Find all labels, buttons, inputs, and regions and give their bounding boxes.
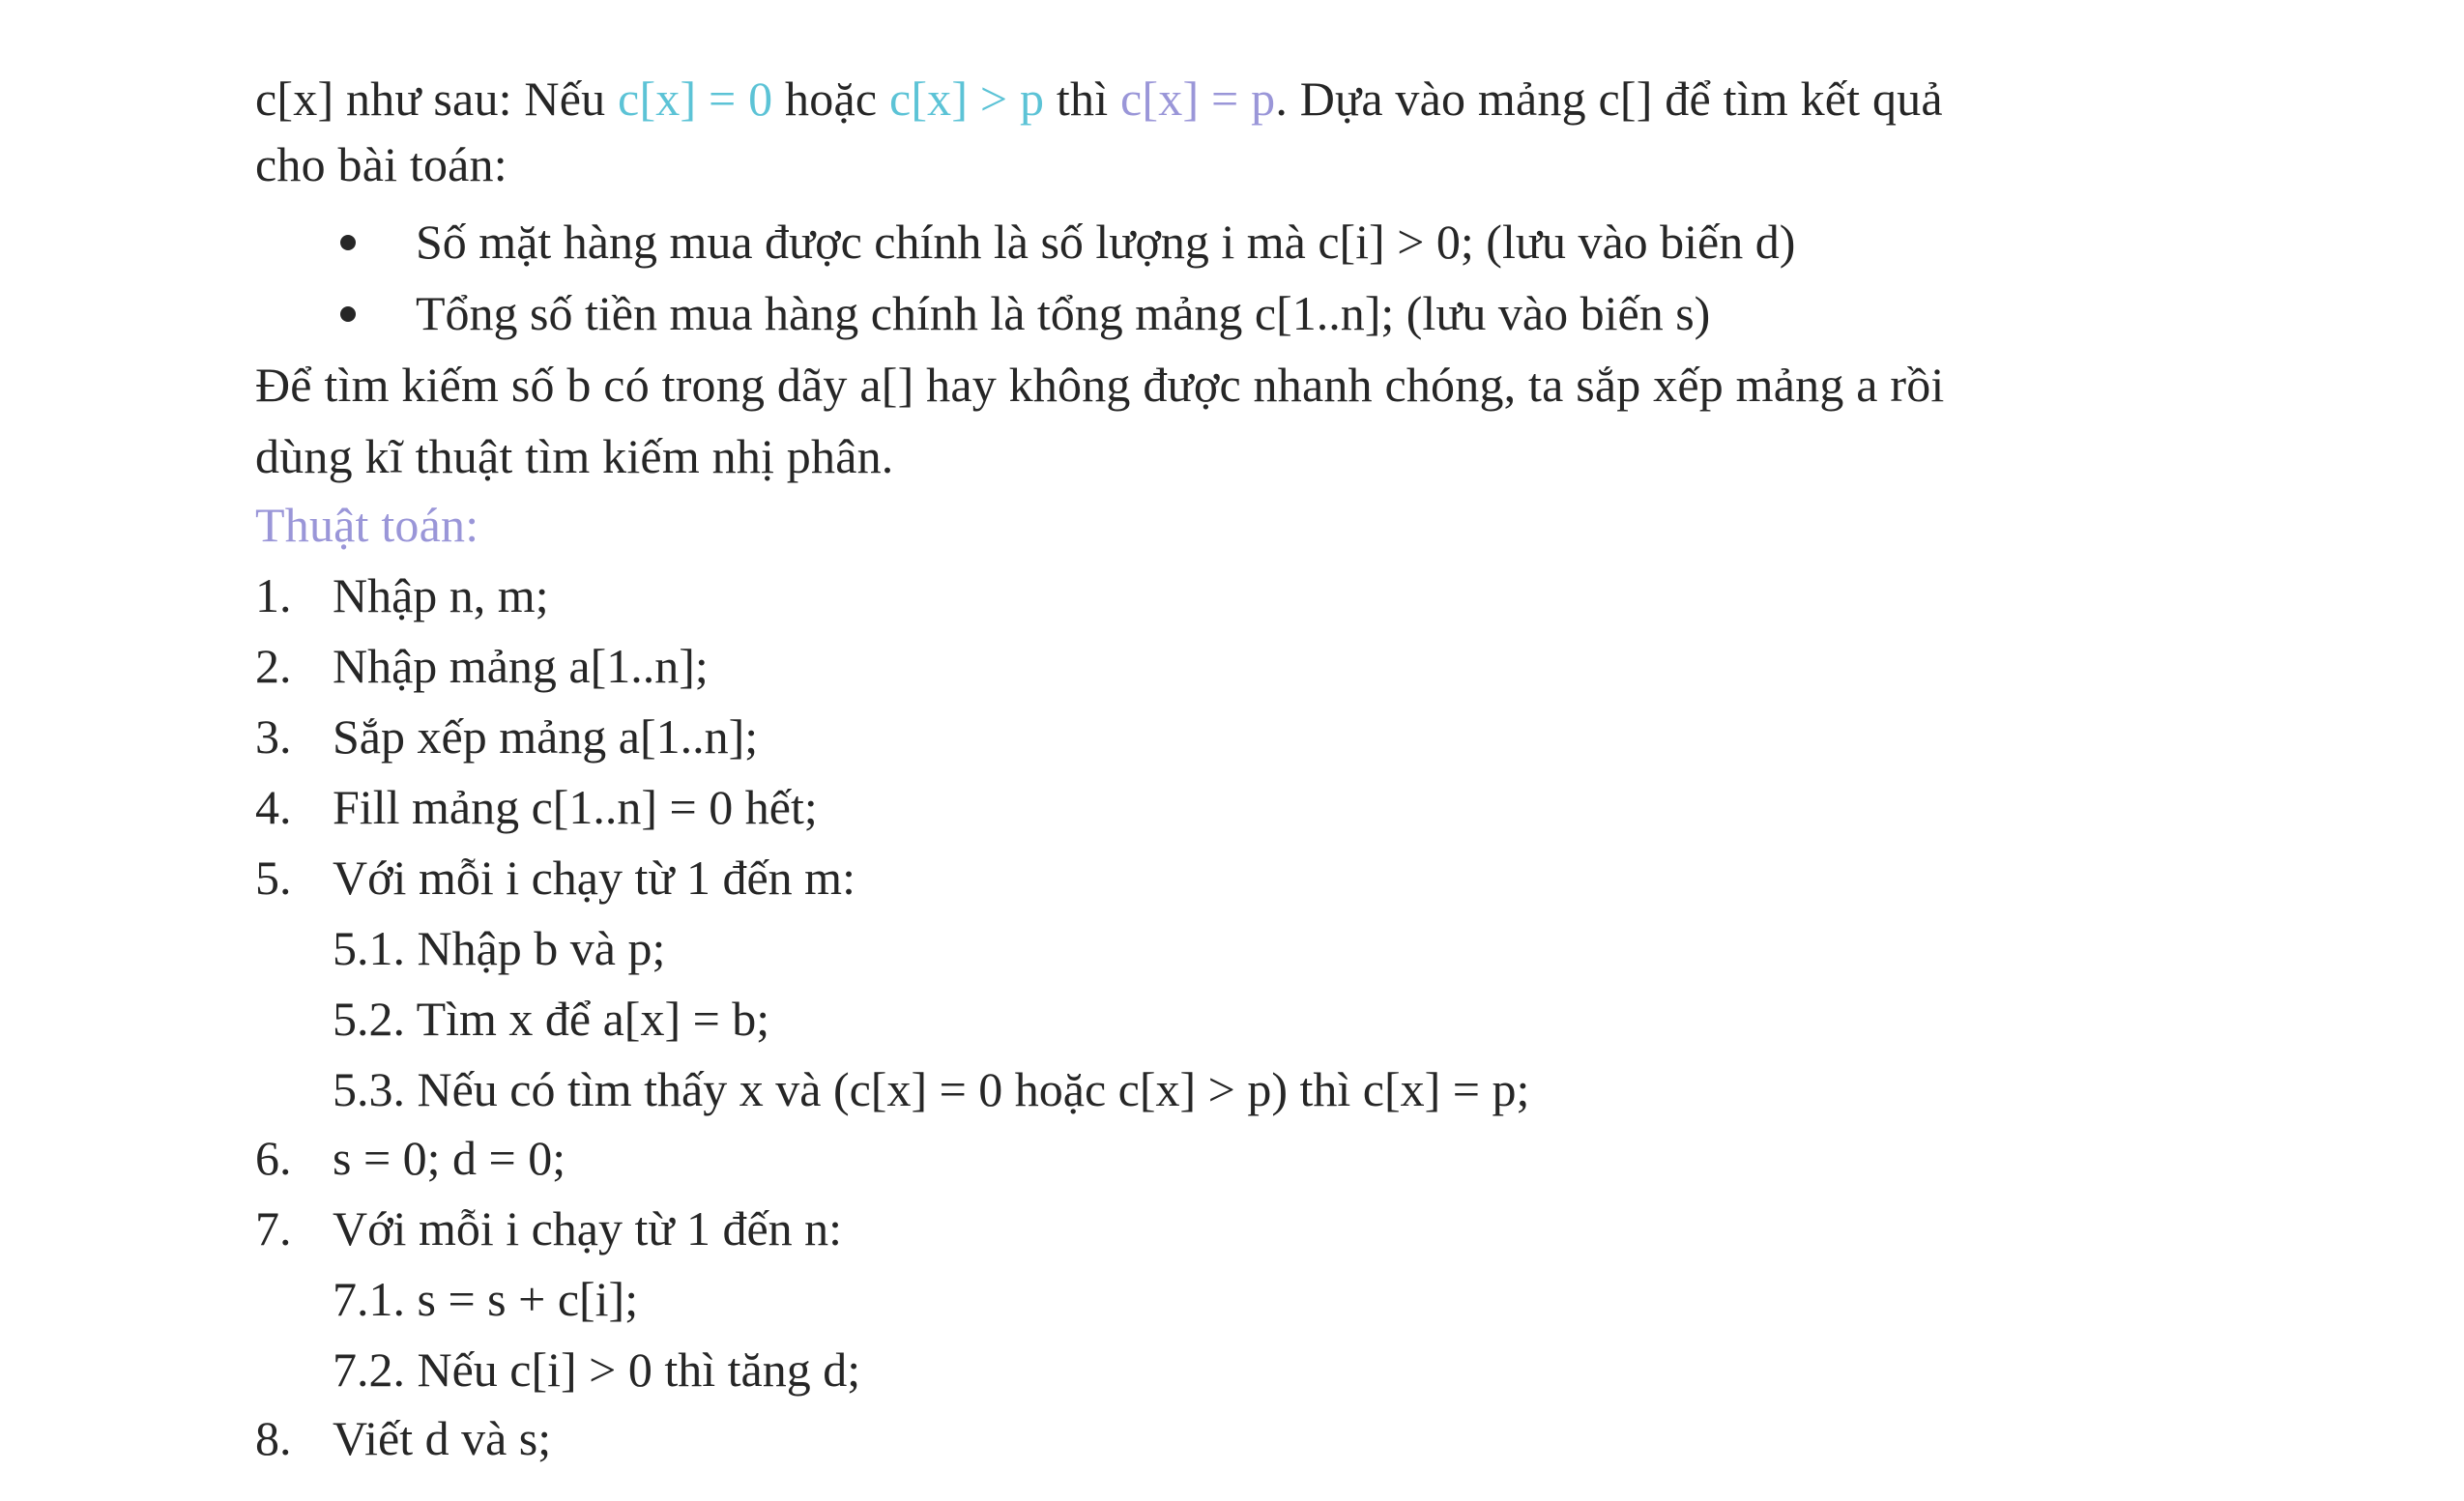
step-text: Nhập n, m; — [333, 568, 549, 622]
step-number: 8. — [255, 1411, 292, 1465]
bullet-dot-icon — [340, 235, 356, 250]
step-text: Viết d và s; — [333, 1411, 552, 1465]
step-number: 7. — [255, 1201, 292, 1256]
bullet-item: Tổng số tiền mua hàng chính là tổng mảng c[1..n]; (lưu vào biến s) — [416, 286, 1711, 340]
sub-step-text: 5.3. Nếu có tìm thấy x và (c[x] = 0 hoặc c[x] > p) thì c[x] = p; — [333, 1062, 1530, 1116]
highlight-cx-gt-p: c[x] > p — [888, 72, 1045, 126]
sub-step-text: 5.2. Tìm x để a[x] = b; — [333, 992, 770, 1046]
highlight-cx-eq-p: c[x] = p — [1120, 72, 1276, 126]
search-note-line-1: Để tìm kiếm số b có trong dãy a[] hay không được nhanh chóng, ta sắp xếp mảng a rồi — [255, 358, 1945, 412]
bullet-item: Số mặt hàng mua được chính là số lượng i mà c[i] > 0; (lưu vào biến d) — [416, 215, 1796, 269]
intro-text-4: . Dựa vào mảng c[] để tìm kết quả — [1275, 72, 1943, 126]
intro-text-1: c[x] như sau: Nếu — [255, 72, 619, 126]
highlight-cx-eq-0: c[x] = 0 — [618, 72, 773, 126]
step-text: Sắp xếp mảng a[1..n]; — [333, 709, 759, 764]
step-number: 2. — [255, 639, 292, 693]
intro-line-1 — [255, 70, 1943, 128]
intro-text-3: thì — [1044, 72, 1121, 126]
step-number: 4. — [255, 780, 292, 834]
step-number: 5. — [255, 851, 292, 905]
step-text: Fill mảng c[1..n] = 0 hết; — [333, 780, 818, 834]
step-text: s = 0; d = 0; — [333, 1131, 566, 1185]
intro-text-2: hoặc — [772, 72, 889, 126]
algorithm-heading: Thuật toán: — [255, 498, 479, 552]
step-number: 1. — [255, 568, 292, 622]
step-text: Nhập mảng a[1..n]; — [333, 639, 709, 693]
sub-step-text: 7.2. Nếu c[i] > 0 thì tăng d; — [333, 1342, 861, 1397]
sub-step-text: 7.1. s = s + c[i]; — [333, 1272, 639, 1326]
search-note-line-2: dùng kĩ thuật tìm kiếm nhị phân. — [255, 429, 894, 483]
step-number: 3. — [255, 709, 292, 764]
bullet-dot-icon — [340, 306, 356, 322]
step-text: Với mỗi i chạy từ 1 đến n: — [333, 1201, 843, 1256]
sub-step-text: 5.1. Nhập b và p; — [333, 921, 666, 975]
intro-line-2: cho bài toán: — [255, 137, 507, 191]
step-text: Với mỗi i chạy từ 1 đến m: — [333, 851, 855, 905]
step-number: 6. — [255, 1131, 292, 1185]
